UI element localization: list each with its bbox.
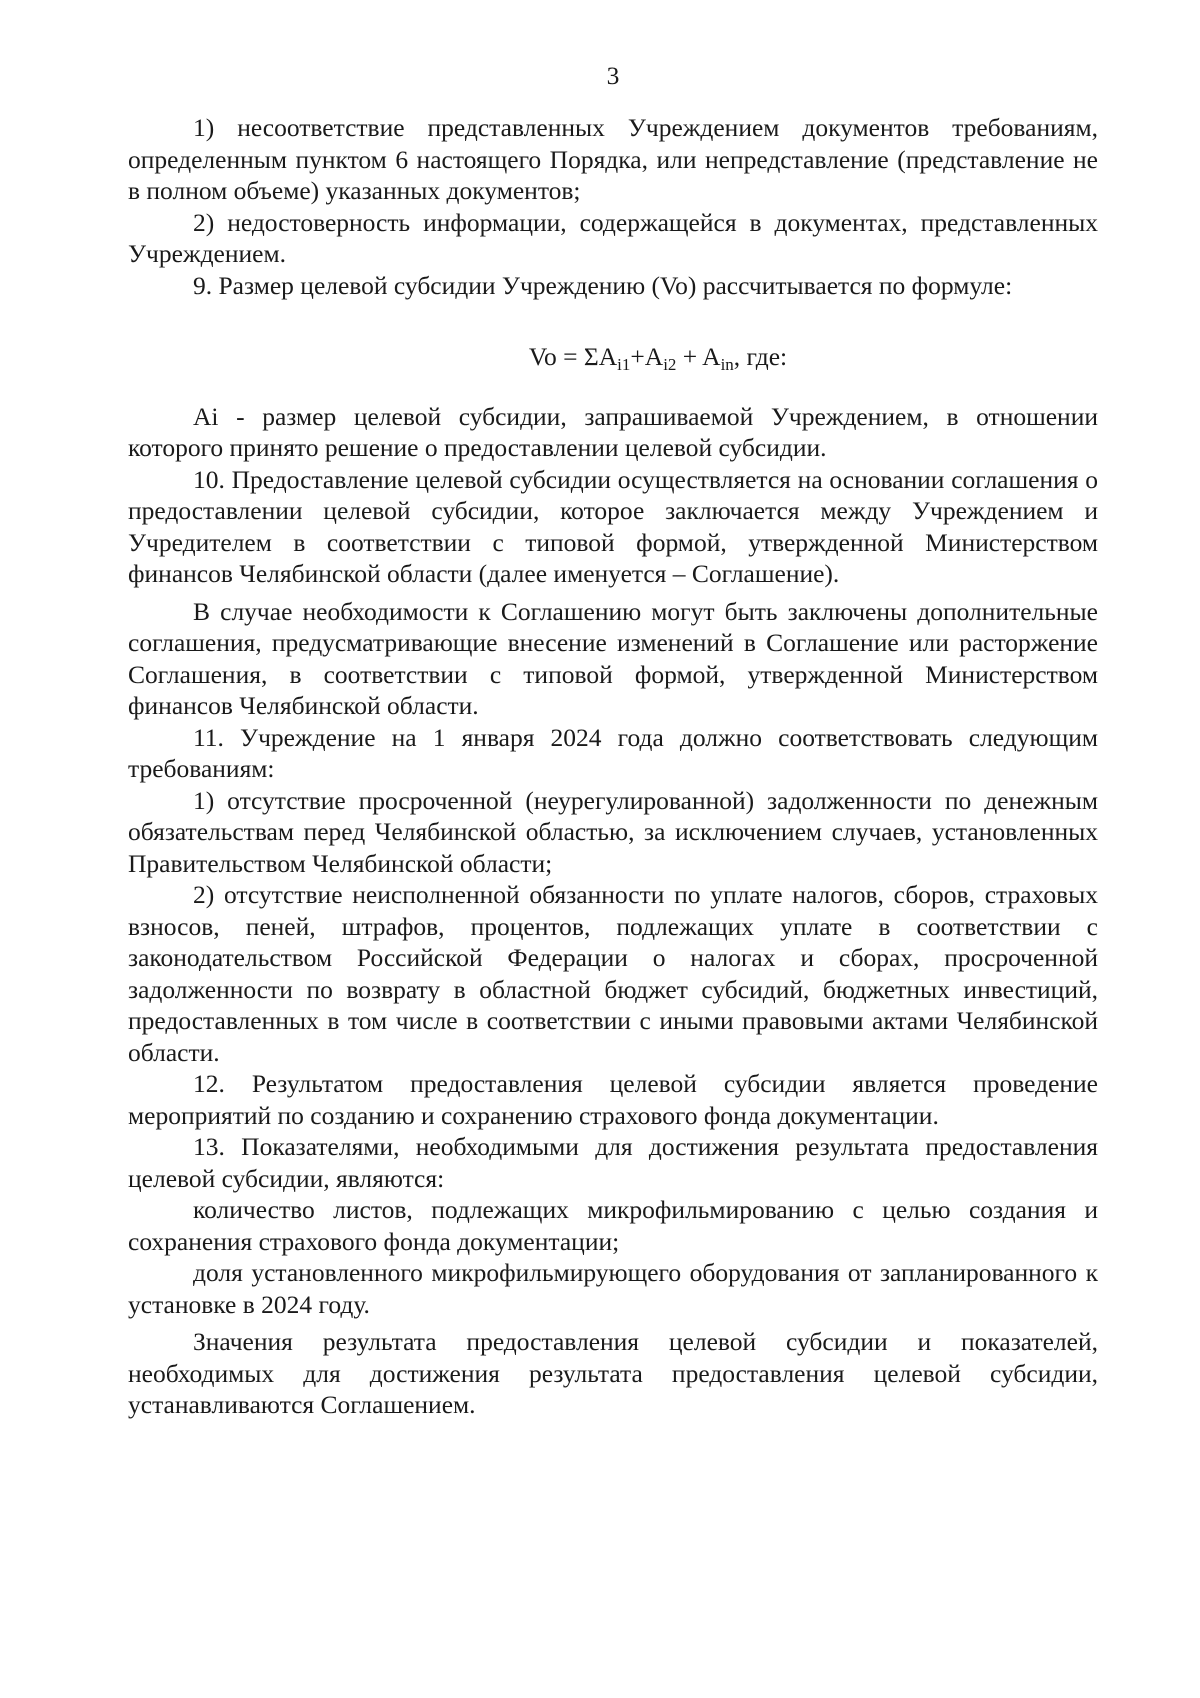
- paragraph: количество листов, подлежащих микрофильмированию с целью создания и сохранения страхового фонда документации;: [128, 1195, 1098, 1256]
- paragraph: Значения результата предоставления целевой субсидии и показателей, необходимых для достижения результата предоставления целевой субсидии, устанавливаются Соглашением.: [128, 1327, 1098, 1419]
- formula-lhs: Vo = ΣA: [528, 342, 618, 371]
- page-number: 3: [606, 61, 620, 90]
- paragraph: 12. Результатом предоставления целевой субсидии является проведение мероприятий по созданию и сохранению страхового фонда документации.: [128, 1069, 1098, 1130]
- paragraph: 13. Показателями, необходимыми для достижения результата предоставления целевой субсидии, являются:: [128, 1132, 1098, 1193]
- formula: [128, 341, 1098, 373]
- paragraph: 1) несоответствие представленных Учреждением документов требованиям, определенным пунктом 6 настоящего Порядка, или непредставление (представление не в полном объеме) указанных документов;: [128, 113, 1098, 205]
- paragraph: доля установленного микрофильмирующего оборудования от запланированного к установке в 2024 году.: [128, 1258, 1098, 1319]
- paragraph: 11. Учреждение на 1 января 2024 года должно соответствовать следующим требованиям:: [128, 722, 1098, 783]
- formula-tail: , где:: [733, 342, 788, 371]
- formula-sub: i2: [663, 355, 677, 374]
- document-page: [128, 60, 1098, 1421]
- formula-part: + A: [676, 342, 721, 371]
- paragraph: 1) отсутствие просроченной (неурегулированной) задолженности по денежным обязательствам перед Челябинской областью, за исключением случаев, установленных Правительством Челябинской области;: [128, 785, 1098, 878]
- formula-sub: in: [720, 355, 734, 374]
- paragraph: В случае необходимости к Соглашению могут быть заключены дополнительные соглашения, предусматривающие внесение изменений в Соглашение или расторжение Соглашения, в соответствии с типовой формой, утвержденной Министерством финансов Челябинской области.: [128, 596, 1098, 720]
- paragraph: Ai - размер целевой субсидии, запрашиваемой Учреждением, в отношении которого принято решение о предоставлении целевой субсидии.: [128, 401, 1098, 462]
- paragraph: 10. Предоставление целевой субсидии осуществляется на основании соглашения о предоставлении целевой субсидии, которое заключается между Учреждением и Учредителем в соответствии с типовой формой, утвержденной Министерством финансов Челябинской области (далее именуется – Соглашение).: [128, 464, 1098, 588]
- formula-sub: i1: [617, 355, 631, 374]
- paragraph: 2) отсутствие неисполненной обязанности по уплате налогов, сборов, страховых взносов, пеней, штрафов, процентов, подлежащих уплате в соответствии с законодательством Российской Федерации о налогах и сборах, просроченной задолженности по возврату в областной бюджет субсидий, бюджетных инвестиций, предоставленных в том числе в соответствии с иными правовыми актами Челябинской области.: [128, 880, 1098, 1067]
- paragraph: 9. Размер целевой субсидии Учреждению (Vo) рассчитывается по формуле:: [193, 270, 1013, 300]
- paragraph: 2) недостоверность информации, содержащейся в документах, представленных Учреждением.: [128, 207, 1098, 268]
- formula-part: +A: [630, 342, 664, 371]
